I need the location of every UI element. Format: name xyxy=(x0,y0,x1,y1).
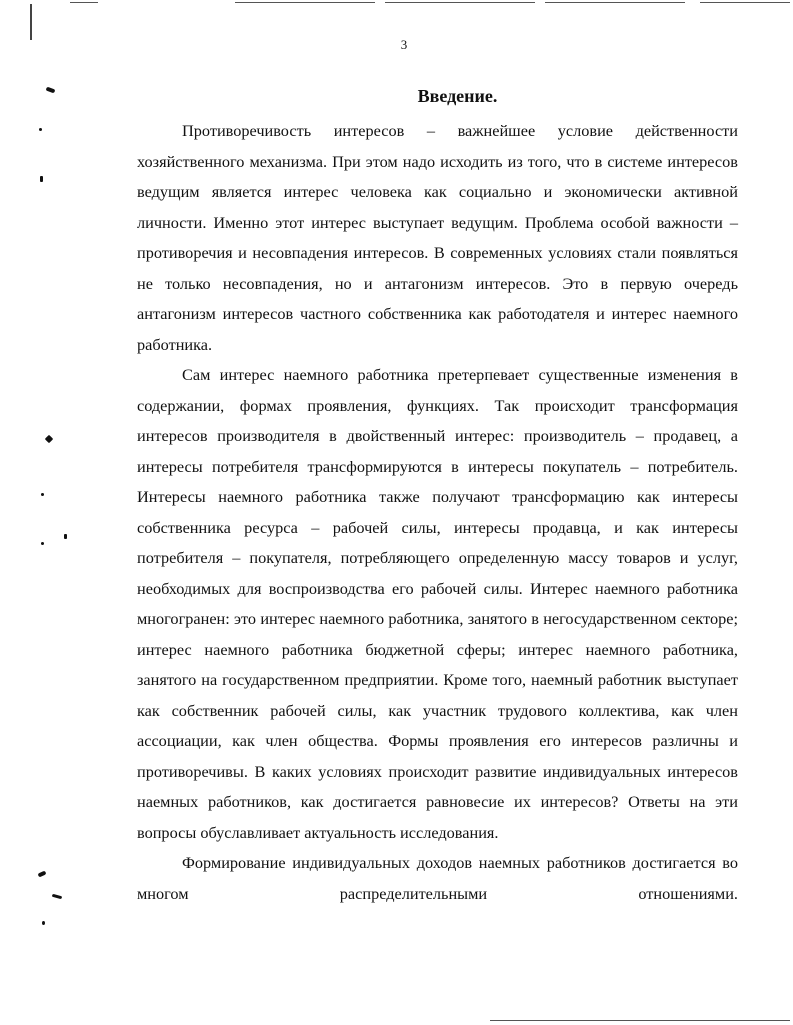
scan-speck xyxy=(52,894,62,899)
section-heading: Введение. xyxy=(417,86,498,106)
page-number: 3 xyxy=(400,37,408,52)
scan-top-line xyxy=(545,2,685,3)
scan-speck xyxy=(64,534,67,539)
scan-speck xyxy=(39,128,42,131)
scan-speck xyxy=(41,542,44,545)
scan-speck xyxy=(38,870,47,877)
scan-bottom-line xyxy=(490,1020,790,1021)
scan-edge-mark xyxy=(30,4,32,40)
scan-top-line xyxy=(70,2,98,3)
paragraph: Формирование индивидуальных доходов наемных работников достигается во многом распределительными отношениями. xyxy=(137,853,738,903)
scan-top-line xyxy=(235,2,375,3)
scan-top-line xyxy=(700,2,790,3)
paragraph: Сам интерес наемного работника претерпевает существенные изменения в содержании, формах проявления, функциях. Так происходит трансформация интересов производителя в двойственный интерес: производитель – продавец, а интересы потребителя трансформируются в интересы покупатель – потребитель. Интересы наемного работника также получают трансформацию как интересы собственника ресурса – рабочей силы, интересы продавца, и как интересы потребителя – покупателя, потребляющего определенную массу товаров и услуг, необходимых для воспроизводства его рабочей силы. Интерес наемного работника многогранен: это интерес наемного работника, занятого в негосударственном секторе; интерес наемного работника бюджетной сферы; интерес наемного работника, занятого на государственном предприятии. Кроме того, наемный работник выступает как собственник рабочей силы, как участник трудового коллектива, как член ассоциации, как член общества. Формы проявления его интересов различны и противоречивы. В каких условиях происходит развитие индивидуальных интересов наемных работников, как достигается равновесие их интересов? Ответы на эти вопросы обуславливает актуальность исследования. xyxy=(137,365,738,842)
scan-speck xyxy=(40,176,43,182)
paragraph: Противоречивость интересов – важнейшее условие действенности хозяйственного механизма. При этом надо исходить из того, что в системе интересов ведущим является интерес человека как социально и экономически активной личности. Именно этот интерес выступает ведущим. Проблема особой важности – противоречия и несовпадения интересов. В современных условиях стали появляться не только несовпадения, но и антагонизм интересов. Это в первую очередь антагонизм интересов частного собственника как работодателя и интерес наемного работника. xyxy=(137,121,738,354)
scan-speck xyxy=(41,493,44,496)
scan-top-line xyxy=(385,2,535,3)
scan-speck xyxy=(42,921,45,925)
body-text xyxy=(137,116,738,909)
scan-speck xyxy=(45,435,53,443)
